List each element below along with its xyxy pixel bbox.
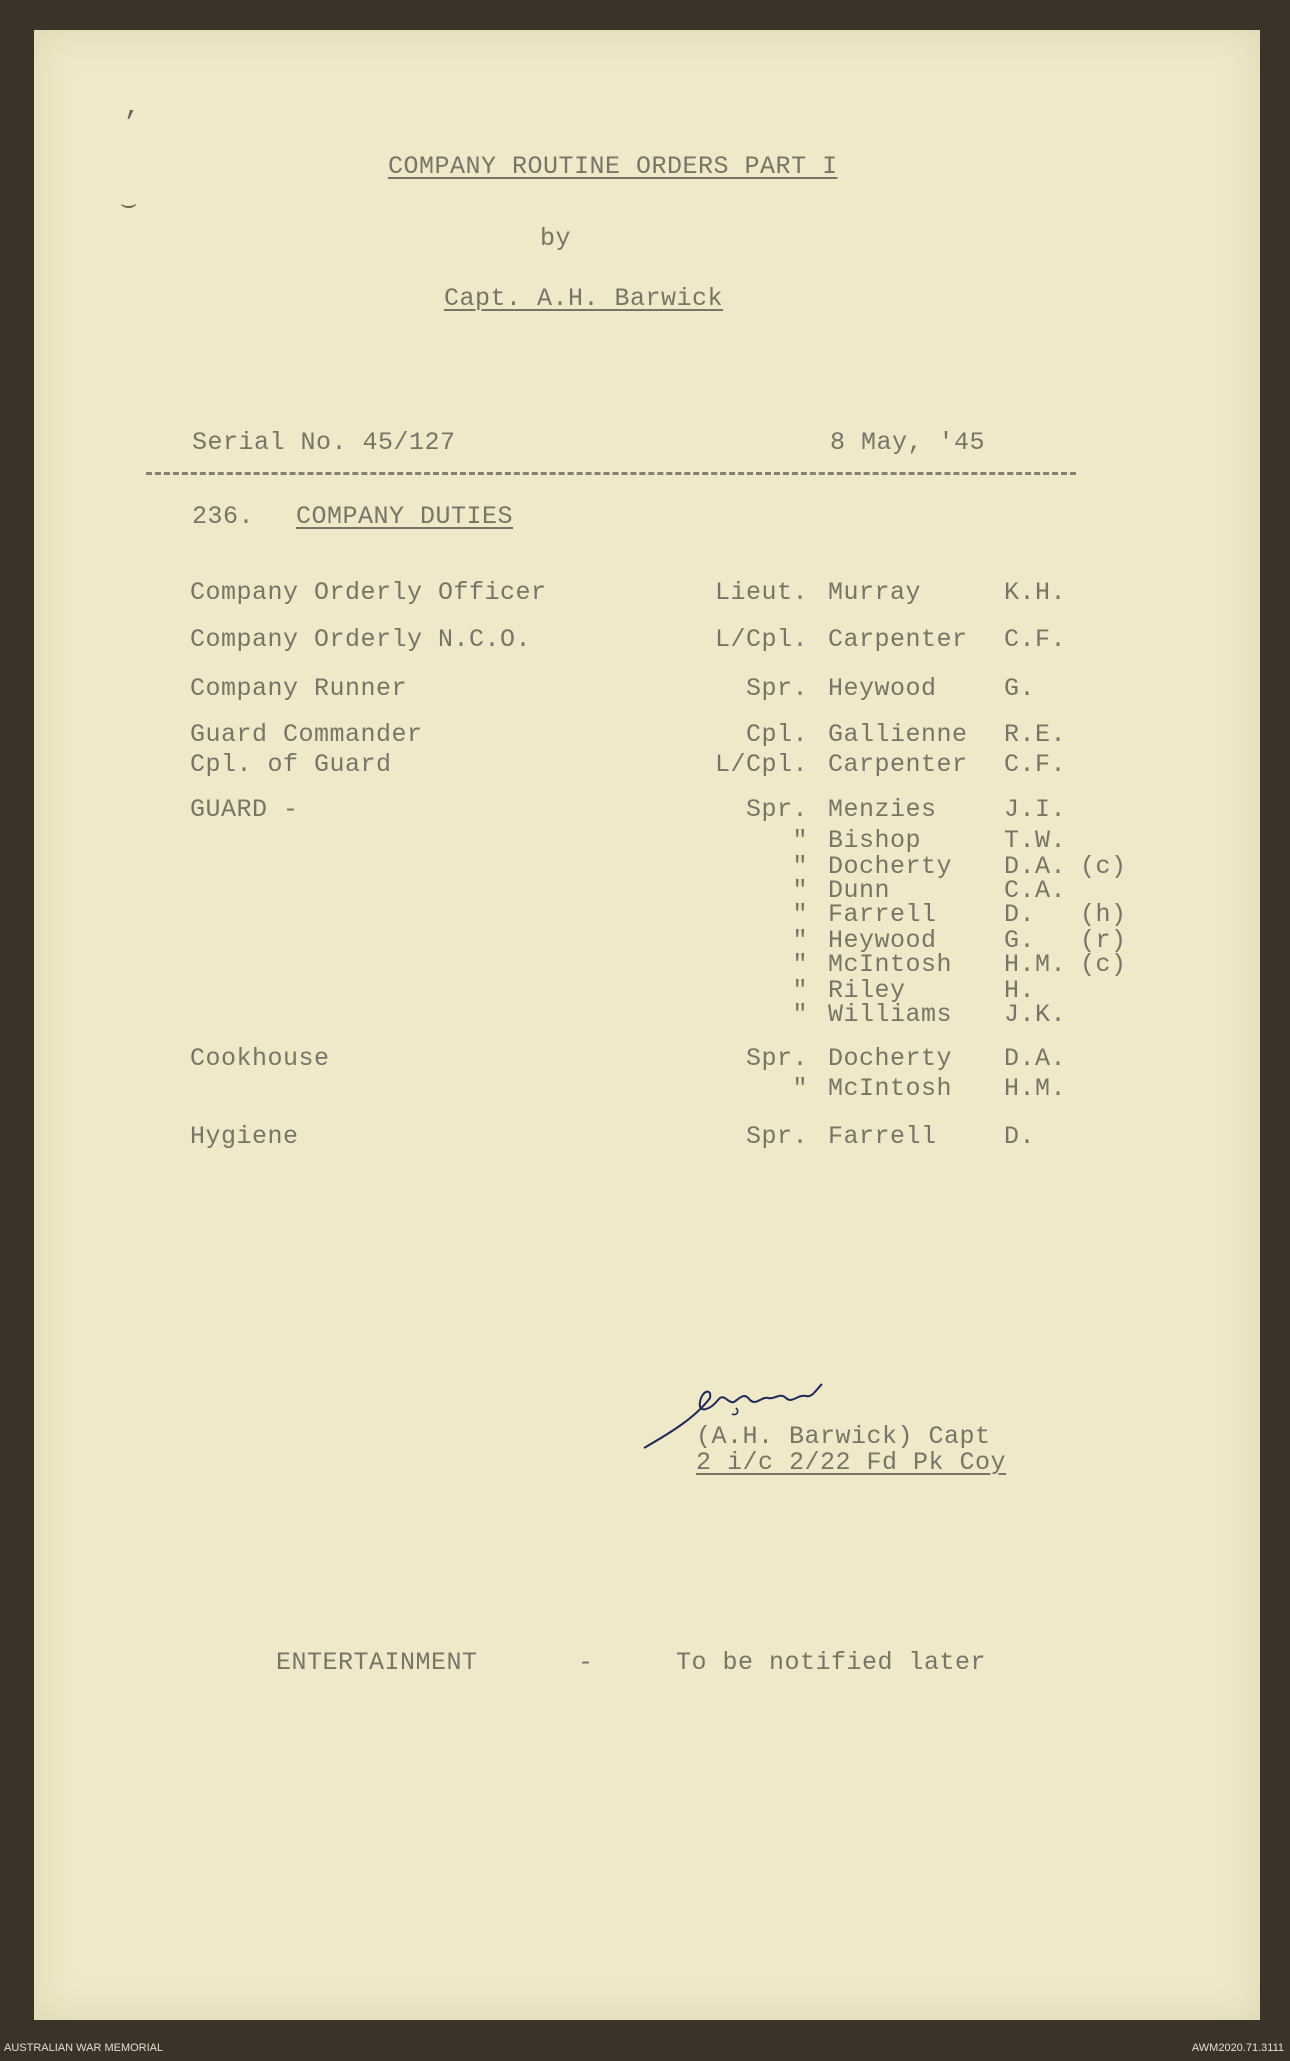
entertainment-text: To be notified later xyxy=(676,1648,987,1677)
duty-name: Dunn xyxy=(828,876,891,905)
duty-name: Docherty xyxy=(828,1044,953,1073)
duty-initials: J.K. xyxy=(1004,1000,1067,1029)
duty-rank: " xyxy=(792,876,808,905)
duty-role: Company Runner xyxy=(190,674,408,703)
duty-rank: " xyxy=(792,976,808,1005)
serial-number: Serial No. 45/127 xyxy=(192,428,456,457)
duty-name: Menzies xyxy=(828,795,937,824)
duty-rank: Spr. xyxy=(745,1122,808,1151)
document-by: by xyxy=(540,224,572,253)
duty-rank: " xyxy=(792,1000,808,1029)
footer-institution: AUSTRALIAN WAR MEMORIAL xyxy=(4,2042,164,2054)
duty-note: (h) xyxy=(1080,900,1127,929)
duty-note: (c) xyxy=(1080,950,1127,979)
document-author: Capt. A.H. Barwick xyxy=(444,284,724,313)
duty-initials: K.H. xyxy=(1004,578,1067,607)
duty-rank: Lieut. xyxy=(714,578,808,607)
duty-note: (c) xyxy=(1080,852,1127,881)
duty-rank: Spr. xyxy=(745,795,808,824)
duty-initials: C.A. xyxy=(1004,876,1067,905)
duty-name: Gallienne xyxy=(828,720,968,749)
header-rule xyxy=(146,472,1076,475)
duty-name: McIntosh xyxy=(828,950,953,979)
duty-rank: " xyxy=(792,826,808,855)
duty-name: Riley xyxy=(828,976,906,1005)
duty-initials: T.W. xyxy=(1004,826,1067,855)
duty-rank: " xyxy=(792,926,808,955)
duty-name: Carpenter xyxy=(828,750,968,779)
duty-initials: D.A. xyxy=(1004,1044,1067,1073)
duty-name: Farrell xyxy=(828,1122,937,1151)
duty-name: McIntosh xyxy=(828,1074,953,1103)
duty-initials: J.I. xyxy=(1004,795,1067,824)
duty-rank: " xyxy=(792,950,808,979)
duty-name: Williams xyxy=(828,1000,953,1029)
duty-role: Cpl. of Guard xyxy=(190,750,392,779)
entertainment-dash: - xyxy=(578,1648,594,1677)
duty-rank: " xyxy=(792,900,808,929)
duty-rank: " xyxy=(792,1074,808,1103)
duty-role: Guard Commander xyxy=(190,720,423,749)
duty-initials: H. xyxy=(1004,976,1036,1005)
duty-name: Bishop xyxy=(828,826,922,855)
duty-role: Cookhouse xyxy=(190,1044,330,1073)
duty-rank: " xyxy=(792,852,808,881)
duty-initials: D. xyxy=(1004,1122,1036,1151)
duty-rank: L/Cpl. xyxy=(714,750,808,779)
document-title: COMPANY ROUTINE ORDERS PART I xyxy=(388,152,838,181)
duty-rank: Spr. xyxy=(745,1044,808,1073)
duty-name: Docherty xyxy=(828,852,953,881)
pin-hole-mark: , xyxy=(124,92,141,123)
duty-rank: Cpl. xyxy=(745,720,808,749)
signatory-name: (A.H. Barwick) Capt xyxy=(696,1422,991,1451)
section-title: COMPANY DUTIES xyxy=(296,502,514,531)
duty-name: Heywood xyxy=(828,926,937,955)
duty-initials: D. xyxy=(1004,900,1036,929)
duty-note: (r) xyxy=(1080,926,1127,955)
duty-name: Farrell xyxy=(828,900,937,929)
duty-initials: G. xyxy=(1004,926,1036,955)
footer-reference: AWM2020.71.3111 xyxy=(1191,2042,1284,2054)
duty-initials: C.F. xyxy=(1004,625,1067,654)
entertainment-label: ENTERTAINMENT xyxy=(276,1648,478,1677)
duty-rank: Spr. xyxy=(745,674,808,703)
duty-initials: G. xyxy=(1004,674,1036,703)
duty-name: Murray xyxy=(828,578,922,607)
duty-name: Heywood xyxy=(828,674,937,703)
duty-rank: L/Cpl. xyxy=(714,625,808,654)
pin-hole-mark: ⌣ xyxy=(120,190,138,220)
duty-initials: H.M. xyxy=(1004,1074,1067,1103)
duty-role: Company Orderly N.C.O. xyxy=(190,625,532,654)
duty-role: GUARD - xyxy=(190,795,299,824)
order-date: 8 May, '45 xyxy=(830,428,986,457)
duty-initials: H.M. xyxy=(1004,950,1067,979)
document-page xyxy=(34,30,1260,2020)
duty-initials: C.F. xyxy=(1004,750,1067,779)
signatory-appointment: 2 i/c 2/22 Fd Pk Coy xyxy=(696,1448,1007,1477)
duty-initials: D.A. xyxy=(1004,852,1067,881)
duty-role: Company Orderly Officer xyxy=(190,578,547,607)
duty-role: Hygiene xyxy=(190,1122,299,1151)
duty-name: Carpenter xyxy=(828,625,968,654)
section-number: 236. xyxy=(192,502,255,531)
duty-initials: R.E. xyxy=(1004,720,1067,749)
